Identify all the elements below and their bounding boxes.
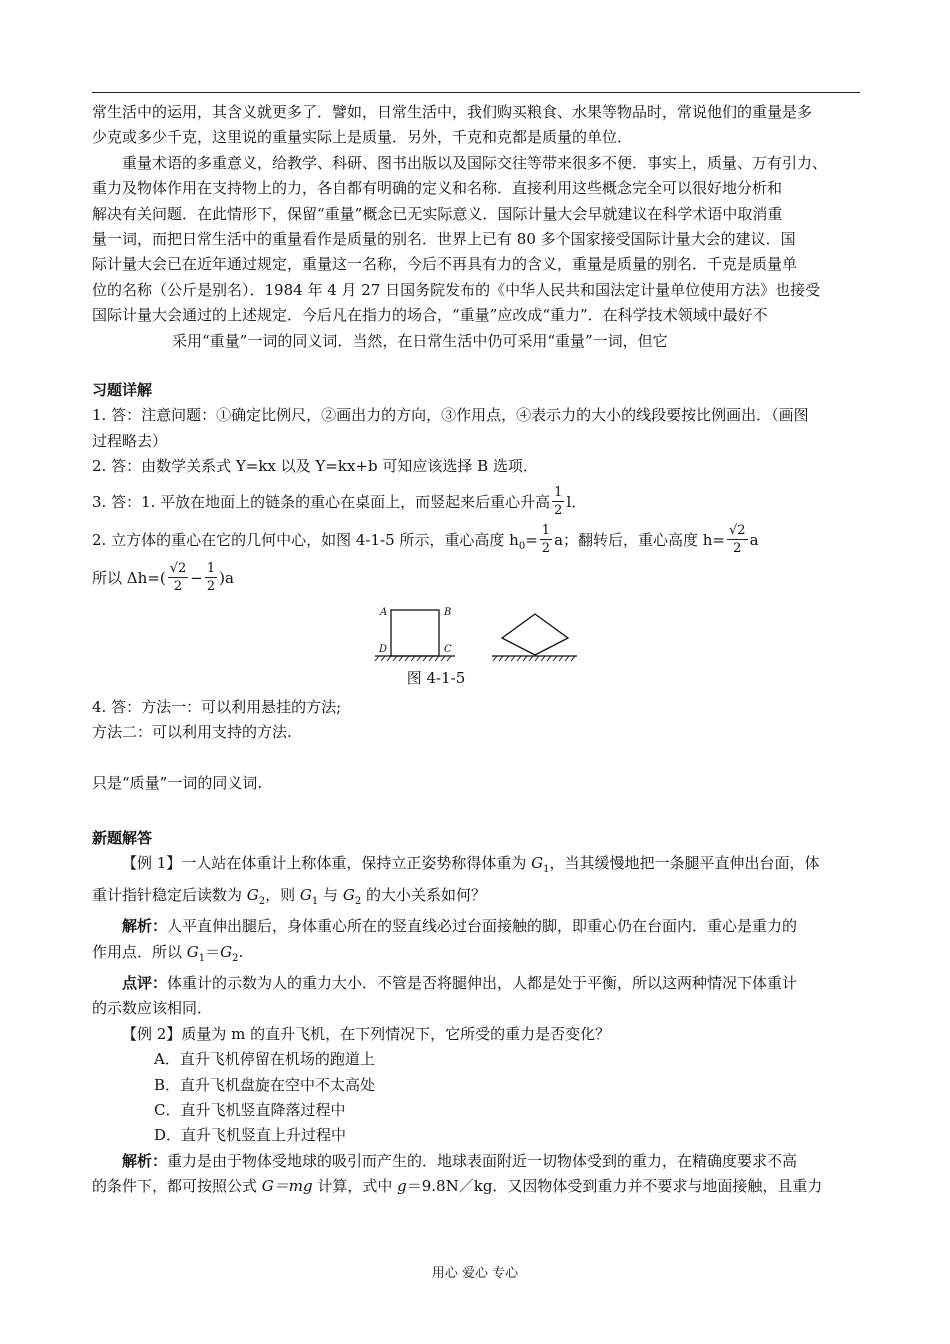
label-d: D [379,643,388,655]
answer-4-line-2: 方法二：可以利用支持的方法. [92,723,292,742]
tilted-cube [502,614,568,655]
text-line: 重量术语的多重意义，给教学、科研、图书出版以及国际交往等带来很多不便．事实上，质量、万有引力、 [122,153,828,172]
example-2-analysis-line-2: 的条件下，都可按照公式 G＝mg 计算，式中 g＝9.8N／kg．又因物体受到重力并不要求与地面接触，且重力 [92,1177,823,1196]
text-line: 国际计量大会通过的上述规定．今后凡在指力的场合，“重量”应改成“重力”．在科学技术领域中最好不 [92,306,768,325]
text-line: 采用“重量”一词的同义词．当然，在日常生活中仍可采用“重量”一词，但它 [172,331,668,350]
example-2-option-a: A．直升飞机停留在机场的跑道上 [154,1050,375,1069]
example-2-option-b: B．直升飞机盘旋在空中不太高处 [154,1075,376,1094]
upright-cube [391,610,439,656]
example-2-question: 【例 2】质量为 m 的直升飞机，在下列情况下，它所受的重力是否变化？ [122,1024,611,1043]
text-line: 位的名称（公斤是别名）．1984 年 4 月 27 日国务院发布的《中华人民共和国法定计量单位使用方法》也接受 [92,280,821,299]
example-1-line-2: 重计指针稳定后读数为 $G_2$，则 $G_1$ 与 $G_2$ 的大小关系如何？ [92,885,486,907]
text-line: 重力及物体作用在支持物上的力，各自都有明确的定义和名称．直接利用这些概念完全可以很好地分析和 [92,179,783,198]
label-b: B [444,606,452,618]
extra-line: 只是“质量”一词的同义词. [92,773,263,792]
example-2-option-d: D．直升飞机竖直上升过程中 [154,1126,347,1145]
example-2-option-c: C．直升飞机竖直降落过程中 [154,1100,346,1119]
text-line: 际计量大会已在近年通过规定，重量这一名称，今后不再具有力的含义，重量是质量的别名．千克是质量单 [92,255,798,274]
fraction-one-half: $\frac{1}{2}$ [554,485,563,519]
document-body [92,100,860,1200]
answer-3-part-3: 所以 Δh=( $\frac{√2}{2}$ − $\frac{1}{2}$ )a [92,561,234,595]
figure-caption: 图 4-1-5 [406,668,466,687]
answer-1-line-2: 过程略去） [92,431,168,450]
example-2-analysis-line-1: 解析：重力是由于物体受地球的吸引而产生的．地球表面附近一切物体受到的重力，在精确度要求不高 [122,1151,798,1170]
fraction-sqrt2-over-2: $\frac{√2}{2}$ [729,523,746,557]
answer-2: 2. 答：由数学关系式 Y=kx 以及 Y=kx+b 可知应该选择 B 选项． [92,457,538,476]
example-1-analysis-line-2: 作用点．所以 $G_1=G_2$. [92,942,244,964]
fraction-one-half: $\frac{1}{2}$ [206,561,216,595]
section-heading-exercises: 习题详解 [92,381,153,400]
example-1-comment-line-1: 点评：体重计的示数为人的重力大小．不管是否将腿伸出，人都是处于平衡，所以这两种情况下体重计 [122,973,798,992]
section-heading-new-questions: 新题解答 [92,828,153,847]
page-footer: 用心 爱心 专心 [431,1266,519,1281]
figure-4-1-5 [92,600,860,695]
example-1-line-1: 【例 1】一人站在体重计上称体重，保持立正姿势称得体重为 $G_1$，当其缓慢地把一条腿平直伸出台面，体 [122,854,820,876]
example-1-analysis-line-1: 解析：人平直伸出腿后，身体重心所在的竖直线必过台面接触的脚，即重心仍在台面内．重心是重力的 [122,917,798,936]
label-a: A [380,606,388,618]
fraction-sqrt2-over-2: $\frac{√2}{2}$ [169,561,187,595]
intro-section [92,100,860,354]
text-line: 常生活中的运用，其含义就更多了．譬如，日常生活中，我们购买粮食、水果等物品时，常说他们的重量是多 [92,103,813,121]
answer-4-line-1: 4. 答：方法一：可以利用悬挂的方法; [92,697,342,716]
text-line: 少克或多少千克，这里说的重量实际上是质量．另外，千克和克都是质量的单位． [92,128,633,147]
header-rule [92,92,860,93]
label-c: C [444,643,452,655]
answer-3-part-1: 3. 答：1. 平放在地面上的链条的重心在桌面上，而竖起来后重心升高 $\frac{1}{2}$ l． [92,485,587,519]
text-line: 量一词，而把日常生活中的重量看作是质量的别名．世界上已有 80 多个国家接受国际计量大会的建议．国 [92,230,796,249]
answer-1-line-1: 1. 答：注意问题：①确定比例尺，②画出力的方向，③作用点，④表示力的大小的线段要按比例画出．（画图 [92,406,809,425]
example-1-comment-line-2: 的示数应该相同． [92,999,213,1018]
fraction-one-half: $\frac{1}{2}$ [541,523,551,557]
answer-3-part-2: 2. 立方体的重心在它的几何中心，如图 4-1-5 所示，重心高度 $h_0=$ $\frac{1}{2}$ a；翻转后，重心高度 h= $\frac{√2}{2}$ a [92,523,759,557]
text-line: 解决有关问题．在此情形下，保留“重量”概念已无实际意义．国际计量大会早就建议在科学术语中取消重 [92,204,783,223]
